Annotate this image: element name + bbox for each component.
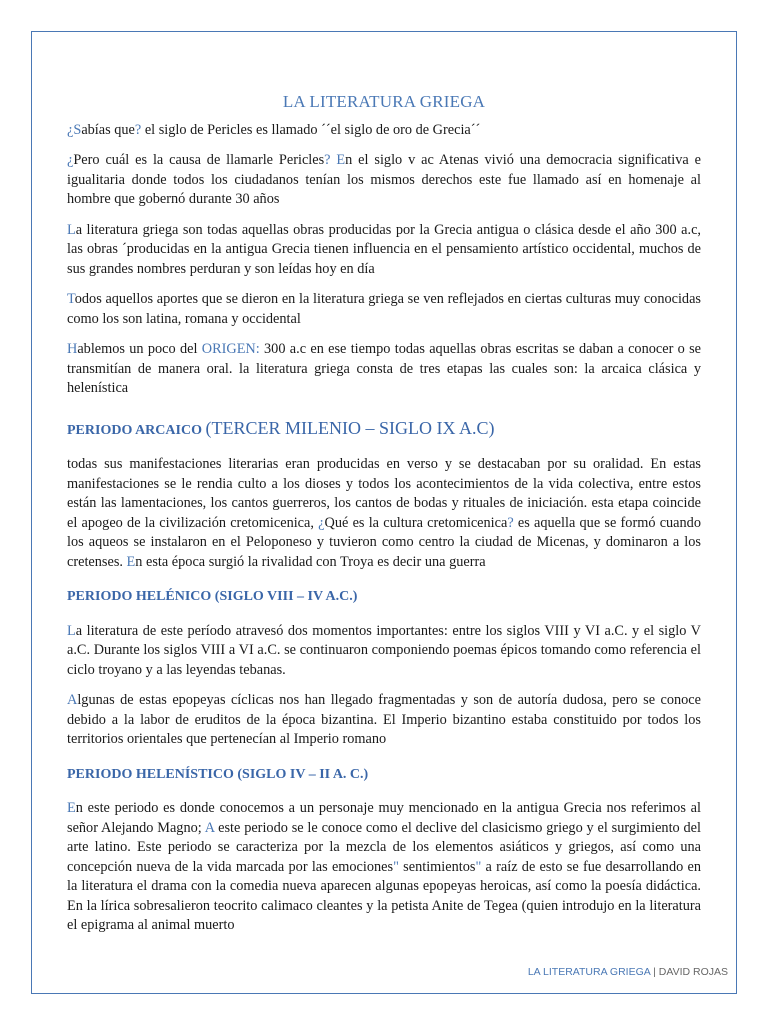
section-heading-arcaico: PERIODO ARCAICO (TERCER MILENIO – SIGLO IX A.C) (67, 417, 495, 438)
document-title: LA LITERATURA GRIEGA (282, 92, 486, 111)
paragraph-7: La literatura de este período atravesó dos momentos importantes: entre los siglos VIII y VI a.C. y el siglo V a.C. Durante los siglos VIII a VI a.C. se continuaron componiendo poemas épicos tomando como referencia el ciclo troyano y a las leyendas tebanas. (67, 622, 701, 678)
document-body (67, 92, 701, 947)
footer-separator: | (650, 966, 659, 978)
paragraph-5: Hablemos un poco del ORIGEN: 300 a.c en ese tiempo todas aquellas obras escritas se daban a conocer o se transmitían de manera oral. la literatura griega consta de tres etapas las cuales son: la arcaica clásica y helenística (67, 341, 701, 396)
paragraph-3: La literatura griega son todas aquellas obras producidas por la Grecia antigua o clásica desde el año 300 a.c, las obras ´producidas en la antigua Grecia tienen influencia en el pensamiento artístico occidental, muchos de sus grandes nombres perduran y son leídas hoy en día (67, 221, 701, 277)
section-heading-helenistico: PERIODO HELENÍSTICO (SIGLO IV – II A. C.) (67, 766, 369, 782)
paragraph-4: Todos aquellos aportes que se dieron en la literatura griega se ven reflejados en ciertas culturas muy conocidas como los son latina, romana y occidental (67, 291, 701, 327)
section-heading-helenico: PERIODO HELÉNICO (SIGLO VIII – IV A.C.) (67, 589, 358, 604)
paragraph-9: En este periodo es donde conocemos a un personaje muy mencionado en la antigua Grecia nos referimos al señor Alejando Magno; A este periodo se le conoce como el declive del clasicismo griego y el surgimiento del arte latino. Este periodo se caracteriza por la mezcla de los elementos asiáticos y griegos, así como una concepción nueva de la vida marcada por las emociones" sentimientos" a raíz de esto se fue desarrollando en la literatura el drama con la comedia nueva aparecen algunas epopeyas heroicas, así como la poesía didáctica. En la lírica sobresalieron teocrito calimaco cleantes y la petista Anite de Tegea (quien introdujo en la literatura el epigrama al animal muerto (67, 800, 701, 933)
footer-author: DAVID ROJAS (658, 966, 728, 978)
paragraph-2: ¿Pero cuál es la causa de llamarle Pericles? En el siglo v ac Atenas vivió una democracia significativa e igualitaria donde todos los ciudadanos tenían los mismos derechos este fue llamado así en homenaje al hombre que gobernó durante 30 años (67, 152, 701, 207)
paragraph-8: Algunas de estas epopeyas cíclicas nos han llegado fragmentadas y son de autoría dudosa, pero se conoce debido a la labor de eruditos de la época bizantina. El Imperio bizantino estaba constituido por todos los territorios orientales que pertenecían al Imperio romano (67, 692, 701, 747)
page-footer (528, 966, 728, 978)
footer-title: LA LITERATURA GRIEGA (527, 966, 651, 978)
paragraph-1: ¿Sabías que? el siglo de Pericles es llamado ´´el siglo de oro de Grecia´´ (67, 121, 481, 138)
paragraph-6: todas sus manifestaciones literarias eran producidas en verso y se destacaban por su oralidad. En estas manifestaciones se le rendia culto a los dioses y todos los acontecimientos de la vida colectiva, entre estos están las lamentaciones, los cantos guerreros, los cantos de bodas y rituales de iniciación. esta etapa coincide el apogeo de la civilización cretomicenica, ¿Qué es la cultura cretomicenica? es aquella que se formó cuando los aqueos se instalaron en el Peloponeso y tuvieron como centro la ciudad de Micenas, y dominaron a los cretenses. En esta época surgió la rivalidad con Troya es decir una guerra (67, 456, 701, 570)
